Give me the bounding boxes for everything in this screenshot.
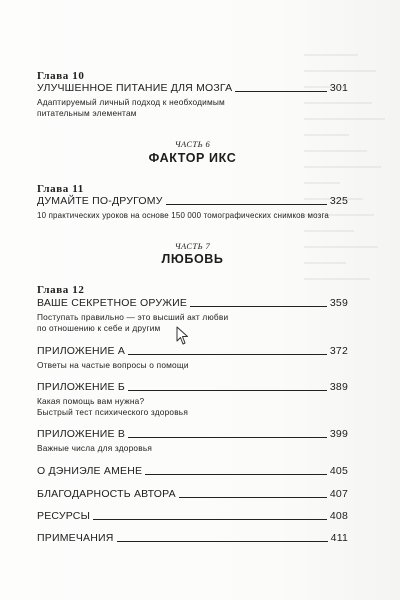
page-number: 405 [329, 465, 348, 477]
chapter-10-heading: Глава 10 [37, 70, 85, 82]
dot-leader [128, 390, 327, 391]
entry-subtitle: Быстрый тест психического здоровья [37, 407, 189, 417]
toc-entry-chapter-12[interactable] [37, 297, 348, 334]
entry-subtitle: Поступать правильно — это высший акт любви [37, 312, 229, 322]
entry-subtitle: Какая помощь вам нужна? [37, 396, 145, 406]
entry-subtitle: Важные числа для здоровья [37, 443, 153, 453]
toc-entry-appendix-a[interactable] [37, 345, 348, 371]
part-6-title: ФАКТОР ИКС [148, 151, 237, 165]
dot-leader [93, 519, 327, 520]
chapter-12-heading: Глава 12 [37, 284, 85, 296]
entry-title: О ДЭНИЭЛЕ АМЕНЕ [37, 465, 143, 477]
page-number: 325 [329, 195, 348, 207]
dot-leader [145, 474, 327, 475]
entry-title: ДУМАЙТЕ ПО-ДРУГОМУ [37, 195, 163, 207]
dot-leader [235, 91, 327, 92]
page-number: 399 [329, 428, 348, 440]
dot-leader [190, 306, 327, 307]
toc-entry-appendix-b[interactable] [37, 381, 348, 418]
dot-leader [117, 541, 328, 542]
page-number: 389 [329, 381, 348, 393]
entry-title: ПРИЛОЖЕНИЕ В [37, 428, 126, 440]
entry-subtitle: питательным элементам [37, 108, 137, 118]
entry-subtitle: Ответы на частые вопросы о помощи [37, 360, 189, 370]
page-number: 359 [329, 297, 348, 309]
dot-leader [166, 204, 327, 205]
toc-entry-about-author[interactable] [37, 465, 348, 477]
page-number: 372 [329, 345, 348, 357]
entry-title: ПРИЛОЖЕНИЕ А [37, 345, 126, 357]
toc-entry-acknowledgements[interactable] [37, 488, 348, 500]
entry-title: ПРИЛОЖЕНИЕ Б [37, 381, 125, 393]
entry-title: БЛАГОДАРНОСТЬ АВТОРА [37, 488, 176, 500]
entry-subtitle: 10 практических уроков на основе 150 000 томографических снимков мозга [37, 211, 329, 220]
toc-entry-appendix-v[interactable] [37, 428, 348, 454]
entry-subtitle: по отношению к себе и другим [37, 323, 161, 333]
entry-title: УЛУЧШЕННОЕ ПИТАНИЕ ДЛЯ МОЗГА [37, 82, 233, 94]
mouse-cursor-icon [176, 326, 190, 346]
page-number: 301 [329, 82, 348, 94]
entry-subtitle: Адаптируемый личный подход к необходимым [37, 97, 225, 107]
toc-entry-chapter-10[interactable] [37, 82, 348, 119]
toc-entry-resources[interactable] [37, 510, 348, 522]
dot-leader [128, 354, 327, 355]
page-number: 407 [329, 488, 348, 500]
part-7-title: ЛЮБОВЬ [161, 252, 224, 266]
toc-entry-notes[interactable] [37, 532, 348, 544]
toc-entry-chapter-11[interactable] [37, 195, 348, 221]
dot-leader [128, 437, 327, 438]
page-number: 411 [330, 532, 348, 544]
entry-title: ПРИМЕЧАНИЯ [37, 532, 114, 544]
part-7-label: ЧАСТЬ 7 [174, 241, 211, 251]
entry-title: РЕСУРСЫ [37, 510, 91, 522]
page-number: 408 [329, 510, 348, 522]
entry-title: ВАШЕ СЕКРЕТНОЕ ОРУЖИЕ [37, 297, 188, 309]
part-6-label: ЧАСТЬ 6 [174, 139, 211, 149]
dot-leader [179, 497, 327, 498]
chapter-11-heading: Глава 11 [37, 183, 84, 195]
